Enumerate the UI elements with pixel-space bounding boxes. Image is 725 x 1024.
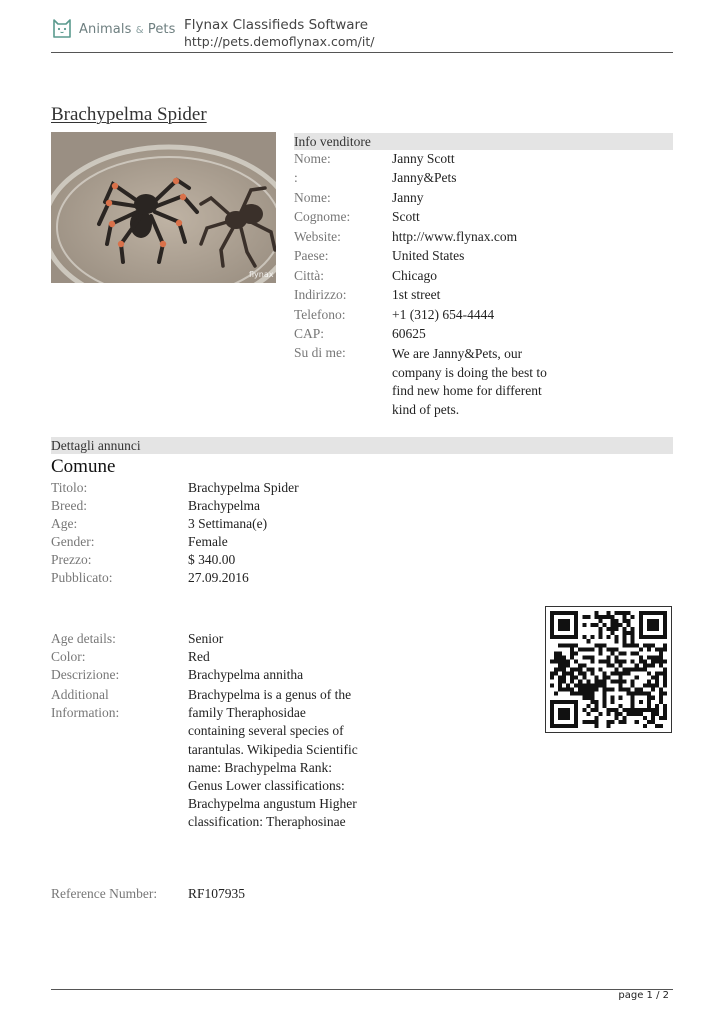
seller-label-first-name: Nome: — [294, 190, 331, 205]
qr-code-image — [550, 611, 667, 728]
seller-value-last-name: Scott — [392, 209, 420, 224]
cat-logo-icon — [51, 18, 73, 40]
listing-title[interactable]: Brachypelma Spider — [51, 104, 207, 125]
seller-value-city: Chicago — [392, 268, 437, 283]
logo-amp: & — [135, 24, 144, 36]
detail-value-title: Brachypelma Spider — [188, 480, 299, 495]
detail-label-published: Pubblicato: — [51, 570, 113, 585]
seller-label-zip: CAP: — [294, 326, 325, 341]
seller-label-name: Nome: — [294, 151, 331, 166]
seller-value-website[interactable]: http://www.flynax.com — [392, 229, 518, 244]
detail-value-additional: Brachypelma is a genus of the family Theraphosidae containing several species of tarantulas. Wikipedia Scientific name: Brachypelma Rank: Genus Lower classifications: Brachypelma angustum Higher classification: Theraphosinae — [188, 687, 358, 830]
detail-value-age-details: Senior — [188, 631, 224, 646]
qr-code — [545, 606, 672, 733]
detail-value-reference: RF107935 — [188, 886, 246, 901]
photo-watermark: flynax — [249, 270, 274, 279]
seller-value-phone: +1 (312) 654-4444 — [392, 307, 495, 322]
seller-label-phone: Telefono: — [294, 307, 346, 322]
seller-label-city: Città: — [294, 268, 324, 283]
seller-label-about: Su di me: — [294, 345, 346, 360]
seller-value-country: United States — [392, 248, 465, 263]
seller-label-country: Paese: — [294, 248, 329, 263]
seller-value-name: Janny Scott — [392, 151, 455, 166]
seller-value-company: Janny&Pets — [392, 170, 457, 185]
detail-label-reference: Reference Number: — [51, 886, 158, 901]
detail-value-published: 27.09.2016 — [188, 570, 249, 585]
seller-value-address: 1st street — [392, 287, 441, 302]
detail-label-price: Prezzo: — [51, 552, 92, 567]
seller-value-about: We are Janny&Pets, our company is doing the best to find new home for different kind of pets. — [392, 346, 547, 417]
detail-label-gender: Gender: — [51, 534, 95, 549]
logo-name: Animals — [79, 21, 132, 37]
details-group-title: Comune — [51, 456, 116, 477]
site-title: Flynax Classifieds Software — [184, 17, 369, 33]
seller-value-zip: 60625 — [392, 326, 426, 341]
detail-label-additional-line1: Additional — [51, 687, 109, 702]
detail-value-price: $ 340.00 — [188, 552, 236, 567]
logo-text — [79, 22, 176, 37]
seller-section-header — [294, 133, 673, 150]
detail-value-description: Brachypelma annitha — [188, 667, 304, 682]
seller-label-company: : — [294, 170, 298, 185]
detail-label-additional — [51, 686, 119, 722]
detail-value-age: 3 Settimana(e) — [188, 516, 268, 531]
seller-label-address: Indirizzo: — [294, 287, 347, 302]
detail-value-breed: Brachypelma — [188, 498, 260, 513]
site-url[interactable]: http://pets.demoflynax.com/it/ — [184, 34, 375, 49]
listing-photo — [51, 132, 276, 283]
seller-section-title: Info venditore — [294, 134, 371, 149]
detail-value-color: Red — [188, 649, 210, 664]
logo-name-2: Pets — [147, 21, 176, 37]
detail-label-description: Descrizione: — [51, 667, 120, 682]
detail-label-age-details: Age details: — [51, 631, 116, 646]
detail-label-additional-line2: Information: — [51, 705, 120, 721]
page-number: page 1 / 2 — [618, 990, 669, 1001]
details-section-title: Dettagli annunci — [51, 438, 141, 453]
detail-label-age: Age: — [51, 516, 78, 531]
seller-label-website: Website: — [294, 229, 341, 244]
footer-divider — [51, 989, 673, 990]
detail-label-title: Titolo: — [51, 480, 88, 495]
details-section-header — [51, 437, 673, 454]
site-logo — [51, 17, 176, 41]
detail-label-color: Color: — [51, 649, 86, 664]
header-divider — [51, 52, 673, 53]
seller-value-first-name: Janny — [392, 190, 424, 205]
detail-value-gender: Female — [188, 534, 228, 549]
detail-label-breed: Breed: — [51, 498, 87, 513]
seller-label-last-name: Cognome: — [294, 209, 351, 224]
